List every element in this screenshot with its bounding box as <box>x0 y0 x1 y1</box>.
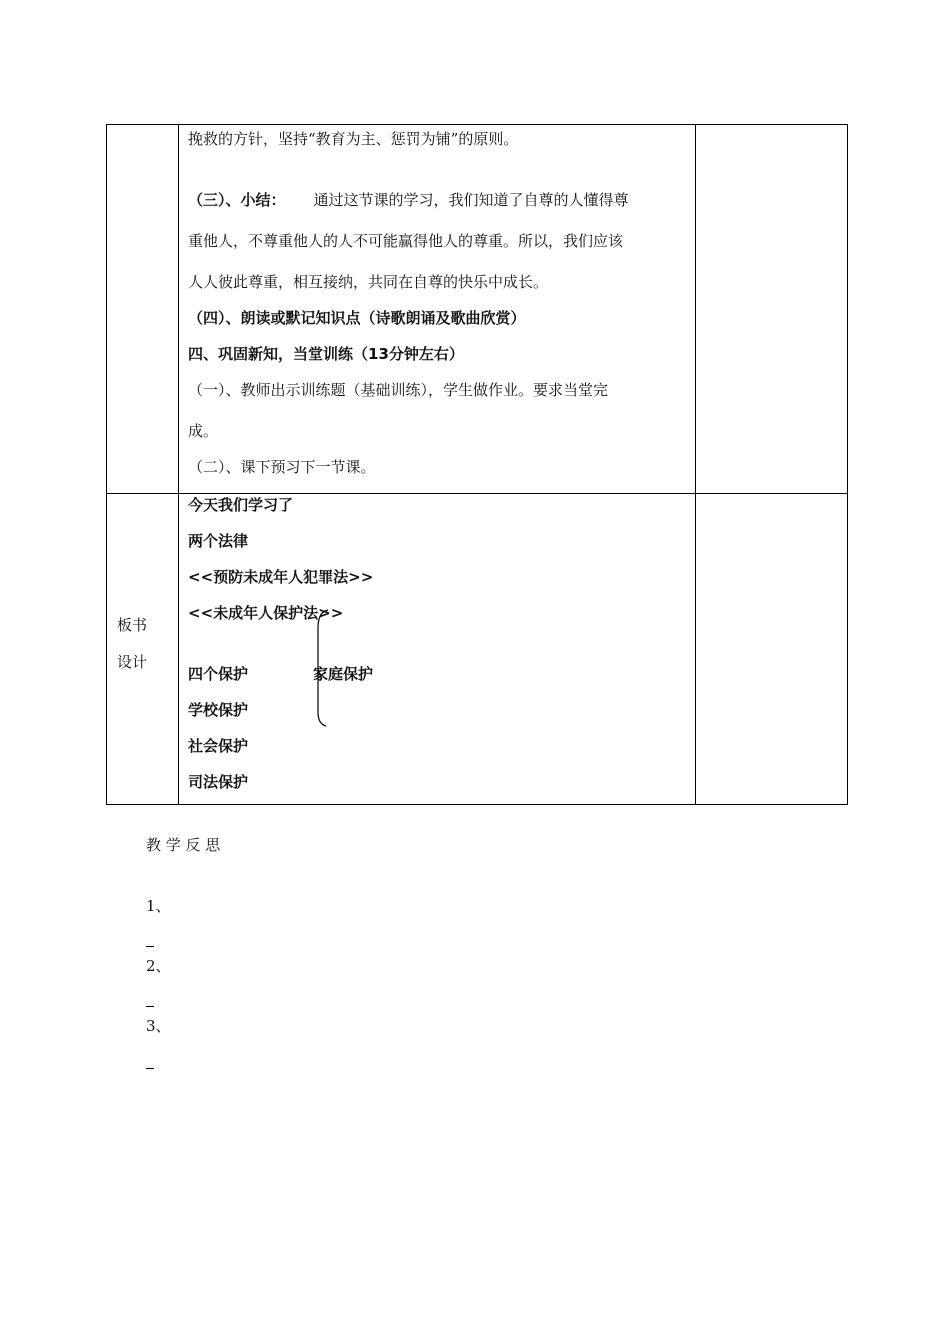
board-line: 社会保护 <box>188 737 249 755</box>
board-line: 四个保护 <box>188 665 249 683</box>
blank-line <box>146 1006 154 1007</box>
board-line-family: 家庭保护 <box>313 665 374 683</box>
lesson-table <box>106 124 848 805</box>
board-label-line1: 板书 <box>117 616 148 634</box>
summary-line <box>188 191 629 209</box>
text-line: 重他人，不尊重他人的人不可能赢得他人的尊重。所以，我们应该 <box>188 232 624 250</box>
row-divider <box>107 493 847 494</box>
reflection-item-3: 3、 <box>146 1017 171 1035</box>
reflection-item-1: 1、 <box>146 897 171 915</box>
text-line: 挽救的方针，坚持“教育为主、惩罚为铺”的原则。 <box>188 130 519 148</box>
board-label-line2: 设计 <box>117 653 148 671</box>
column-divider-right <box>695 125 696 804</box>
section-heading: 四、巩固新知，当堂训练（13分钟左右） <box>188 345 464 363</box>
board-line: <<预防未成年人犯罪法>> <box>188 568 374 586</box>
reflection-item-2: 2、 <box>146 957 171 975</box>
board-line: 司法保护 <box>188 773 249 791</box>
summary-text: 通过这节课的学习，我们知道了自尊的人懂得尊 <box>313 191 629 209</box>
reflection-title: 教 学 反 思 <box>146 836 221 854</box>
brace-icon <box>310 608 340 858</box>
board-line: 两个法律 <box>188 532 249 550</box>
text-line: 人人彼此尊重，相互接纳，共同在自尊的快乐中成长。 <box>188 273 549 291</box>
section-heading: （四）、朗读或默记知识点（诗歌朗诵及歌曲欣赏） <box>188 309 526 327</box>
text-line: （二）、课下预习下一节课。 <box>188 458 376 476</box>
summary-label: （三）、小结： <box>188 191 286 209</box>
column-divider-left <box>178 125 179 804</box>
blank-line <box>146 1068 154 1069</box>
board-line: 今天我们学习了 <box>188 496 294 514</box>
text-line: （一）、教师出示训练题（基础训练），学生做作业。要求当堂完 <box>188 381 609 399</box>
blank-line <box>146 946 154 947</box>
board-line: 学校保护 <box>188 701 249 719</box>
text-line: 成。 <box>188 422 219 440</box>
board-line: <<未成年人保护法>> <box>188 604 344 622</box>
